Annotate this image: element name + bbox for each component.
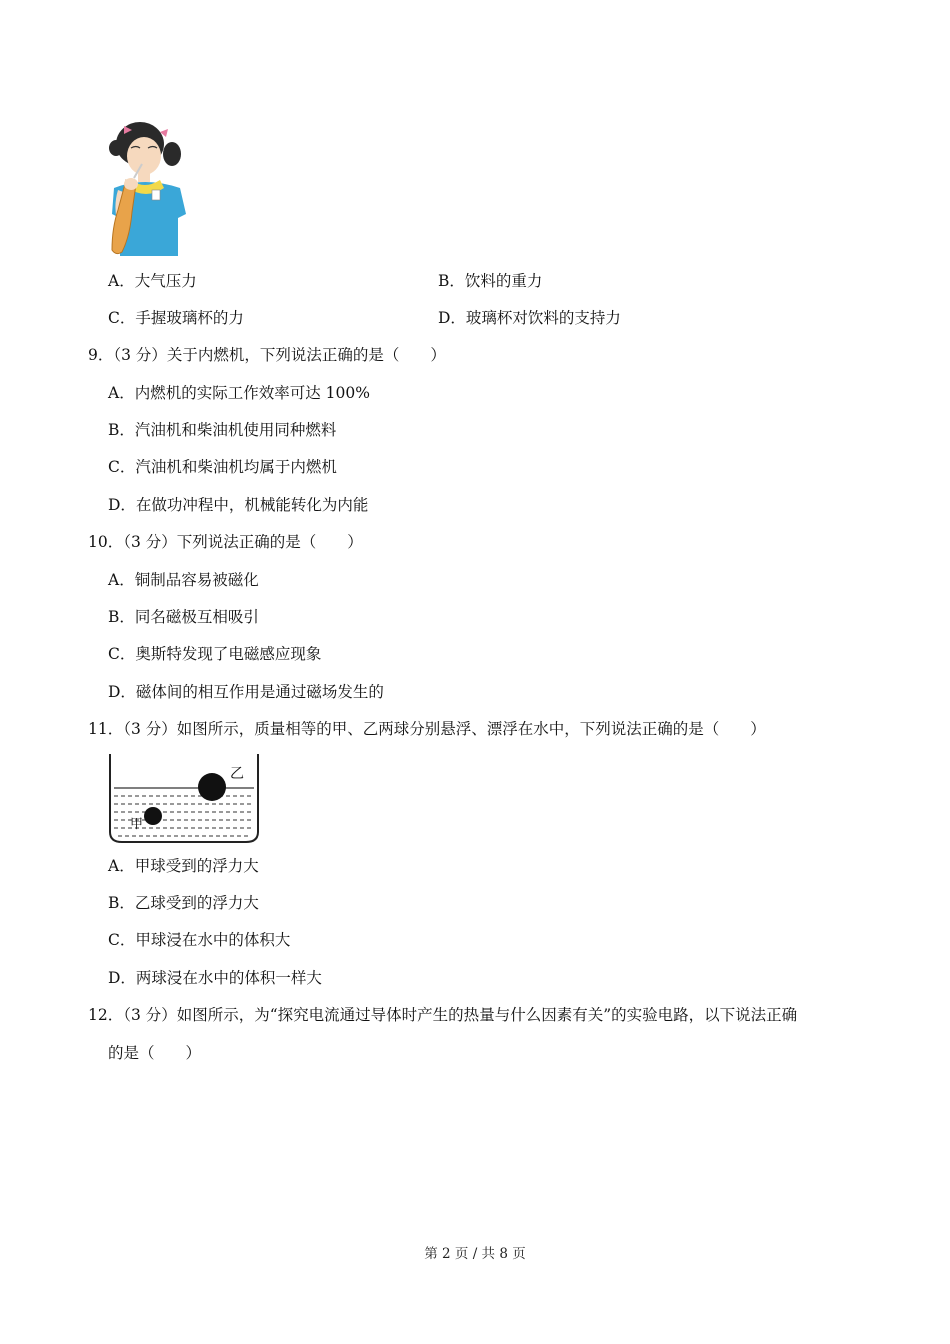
q8-option-c: C．手握玻璃杯的力 (108, 309, 244, 327)
q9-option-a: A．内燃机的实际工作效率可达 100% (108, 384, 370, 402)
label-jia: 甲 (130, 817, 144, 832)
q10-option-c: C．奥斯特发现了电磁感应现象 (108, 645, 322, 663)
q11-option-c: C．甲球浸在水中的体积大 (108, 931, 291, 949)
ball-yi (198, 773, 226, 801)
label-yi: 乙 (230, 766, 244, 782)
ball-jia (144, 807, 162, 825)
beaker-with-balls-figure (104, 752, 264, 848)
q11-option-d: D．两球浸在水中的体积一样大 (108, 969, 322, 987)
q10-option-d: D．磁体间的相互作用是通过磁场发生的 (108, 683, 384, 701)
q9-stem: 9．（3 分）关于内燃机，下列说法正确的是（ ） (88, 346, 446, 364)
q9-option-c: C．汽油机和柴油机均属于内燃机 (108, 458, 337, 476)
q8-option-b: B．饮料的重力 (438, 272, 543, 290)
q10-stem: 10．（3 分）下列说法正确的是（ ） (88, 533, 363, 551)
girl-drinking-illustration (104, 118, 190, 260)
q11-option-a: A．甲球受到的浮力大 (108, 857, 259, 875)
q12-stem: 12．（3 分）如图所示，为“探究电流通过导体时产生的热量与什么因素有关”的实验电路，以下说法正确 (88, 1006, 798, 1024)
q8-option-d: D．玻璃杯对饮料的支持力 (438, 309, 621, 327)
q8-option-a: A．大气压力 (108, 272, 197, 290)
q11-stem: 11．（3 分）如图所示，质量相等的甲、乙两球分别悬浮、漂浮在水中，下列说法正确的是（ ） (88, 720, 766, 738)
q10-option-b: B．同名磁极互相吸引 (108, 608, 259, 626)
q12-stem-continued: 的是（ ） (108, 1044, 202, 1062)
page-footer: 第 2 页 / 共 8 页 (424, 1246, 526, 1262)
q10-option-a: A．铜制品容易被磁化 (108, 571, 259, 589)
q9-option-b: B．汽油机和柴油机使用同种燃料 (108, 421, 337, 439)
q9-option-d: D．在做功冲程中，机械能转化为内能 (108, 496, 369, 514)
q11-option-b: B．乙球受到的浮力大 (108, 894, 259, 912)
